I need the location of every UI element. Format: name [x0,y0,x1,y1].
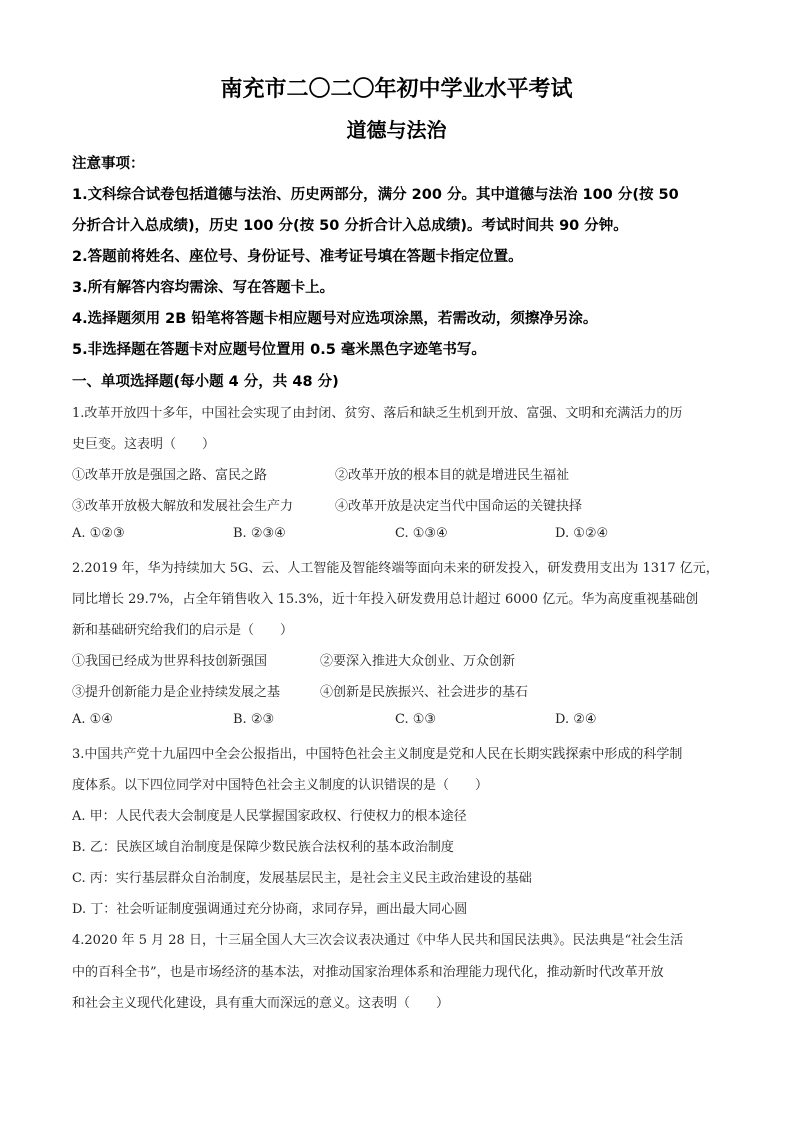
statement: ①我国已经成为世界科技创新强国 [72,654,268,669]
question-text: 新和基础研究给我们的启示是（ ） [72,623,294,638]
choice-a: A. 甲：人民代表大会制度是人民掌握国家政权、行使权力的根本途径 [72,809,467,824]
exam-subject: 道德与法治 [346,118,447,142]
question-text: 1.改革开放四十多年，中国社会实现了由封闭、贫穷、落后和缺乏生机到开放、富强、文明和充满活力的历 [72,406,683,421]
statement: ①改革开放是强国之路、富民之路 [72,468,268,483]
question-text: 度体系。以下四位同学对中国特色社会主义制度的认识错误的是（ ） [72,778,489,793]
choice-d: D. 丁：社会听证制度强调通过充分协商，求同存异，画出最大同心圆 [72,902,468,917]
statement: ④创新是民族振兴、社会进步的基石 [320,685,529,700]
notice-item: 5.非选择题在答题卡对应题号位置用 0.5 毫米黑色字迹笔书写。 [72,342,486,358]
choice-c: C. ①③④ [395,526,448,541]
statement: ④改革开放是决定当代中国命运的关键抉择 [335,499,583,514]
question-text: 和社会主义现代化建设，具有重大而深远的意义。这表明（ ） [72,996,450,1011]
notice-heading: 注意事项： [72,156,145,172]
notice-item: 4.选择题须用 2B 铅笔将答题卡相应题号对应选项涂黑，若需改动，须擦净另涂。 [72,311,598,327]
exam-title: 南充市二〇二〇年初中学业水平考试 [220,77,573,102]
statement: ③改革开放极大解放和发展社会生产力 [72,499,294,514]
notice-item: 2.答题前将姓名、座位号、身份证号、准考证号填在答题卡指定位置。 [72,249,523,265]
question-text: 3.中国共产党十九届四中全会公报指出，中国特色社会主义制度是党和人民在长期实践探索中形成的科学制 [72,747,683,762]
question-text: 史巨变。这表明（ ） [72,437,216,452]
choice-d: D. ②④ [555,712,597,727]
section-heading: 一、单项选择题(每小题 4 分，共 48 分) [72,374,339,390]
choice-b: B. 乙：民族区域自治制度是保障少数民族合法权利的基本政治制度 [72,840,454,855]
choice-c: C. ①③ [395,712,437,727]
choice-b: B. ②③ [233,712,275,727]
question-text: 2.2019 年，华为持续加大 5G、云、人工智能及智能终端等面向未来的研发投入，研发费用支出为 1317 亿元， [72,561,719,576]
statement: ②要深入推进大众创业、万众创新 [320,654,516,669]
statement: ③提升创新能力是企业持续发展之基 [72,685,281,700]
notice-item: 1.文科综合试卷包括道德与法治、历史两部分，满分 200 分。其中道德与法治 100 分(按 50 [72,187,679,203]
choice-a: A. ①④ [72,712,113,727]
question-text: 4.2020 年 5 月 28 日，十三届全国人大三次会议表决通过《中华人民共和国民法典》。民法典是“社会生活 [72,933,684,948]
question-text: 中的百科全书”，也是市场经济的基本法，对推动国家治理体系和治理能力现代化，推动新时代改革开放 [72,965,664,980]
choice-a: A. ①②③ [72,526,125,541]
statement: ②改革开放的根本目的就是增进民生福祉 [335,468,570,483]
question-text: 同比增长 29.7%，占全年销售收入 15.3%，近十年投入研发费用总计超过 6000 亿元。华为高度重视基础创 [72,592,699,607]
choice-b: B. ②③④ [233,526,286,541]
choice-c: C. 丙：实行基层群众自治制度，发展基层民主，是社会主义民主政治建设的基础 [72,871,532,886]
notice-item: 分折合计入总成绩)，历史 100 分(按 50 分折合计入总成绩)。考试时间共 90 分钟。 [72,218,628,234]
notice-item: 3.所有解答内容均需涂、写在答题卡上。 [72,280,335,296]
choice-d: D. ①②④ [555,526,609,541]
